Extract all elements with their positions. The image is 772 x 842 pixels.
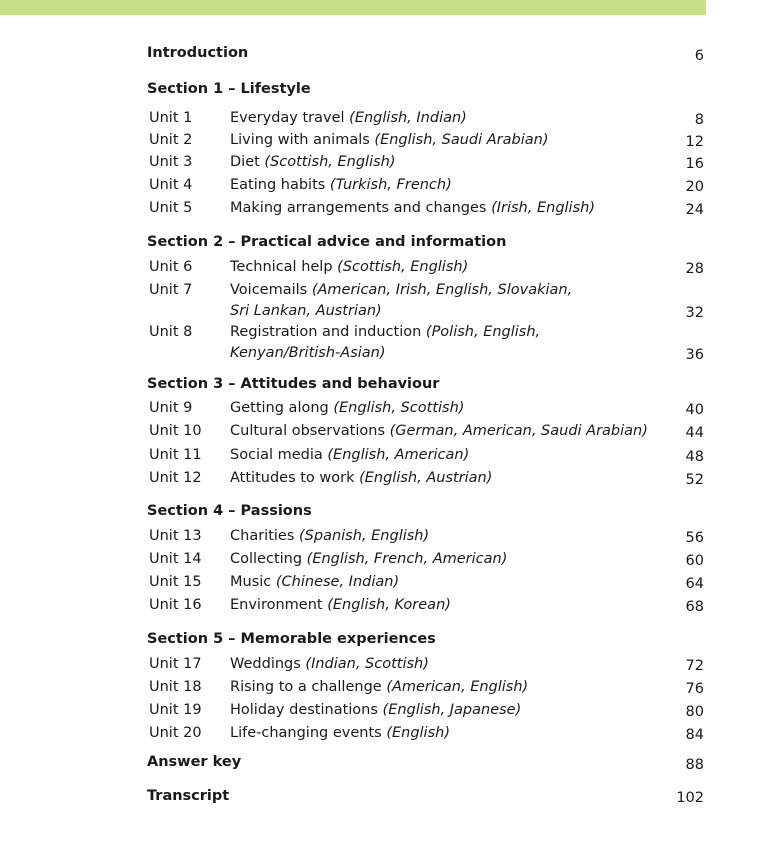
unit-number: Unit 15 [149,574,202,590]
unit-page: 72 [685,658,704,674]
unit-page: 60 [685,553,704,569]
unit-accents: (English, Scottish) [333,400,465,416]
unit-title: Registration and induction [230,324,422,340]
unit-title: Living with animals [230,132,370,148]
unit-accents: (English, Saudi Arabian) [374,132,549,148]
unit-number: Unit 7 [149,282,193,298]
unit-title: Eating habits [230,177,326,193]
unit-title: Environment [230,597,323,613]
unit-page: 8 [694,112,704,128]
section-title: Section 4 – Passions [147,503,312,519]
unit-title: Music [230,574,272,590]
section-title: Section 1 – Lifestyle [147,81,311,97]
unit-accents: (German, American, Saudi Arabian) [389,423,648,439]
unit-number: Unit 4 [149,177,193,193]
unit-title: Weddings [230,656,301,672]
unit-title: Holiday destinations [230,702,378,718]
unit-accents: (English, Indian) [349,110,467,126]
unit-accents: (Polish, English, [425,324,541,340]
unit-page: 76 [685,681,704,697]
unit-number: Unit 13 [149,528,202,544]
unit-title: Attitudes to work [230,470,355,486]
unit-number: Unit 9 [149,400,193,416]
unit-title: Collecting [230,551,303,567]
unit-accents: (English) [386,725,450,741]
unit-page: 20 [685,179,704,195]
unit-number: Unit 5 [149,200,193,216]
entry-page: 88 [685,757,704,773]
unit-accents: (Scottish, English) [337,259,469,275]
unit-number: Unit 8 [149,324,193,340]
unit-title: Life-changing events [230,725,382,741]
unit-number: Unit 20 [149,725,202,741]
unit-number: Unit 17 [149,656,202,672]
unit-title: Technical help [230,259,333,275]
unit-page: 32 [685,305,704,321]
unit-title: Charities [230,528,295,544]
entry-label: Transcript [147,788,230,804]
unit-accents: (Spanish, English) [299,528,430,544]
unit-number: Unit 10 [149,423,202,439]
entry-page: 6 [694,48,704,64]
unit-number: Unit 1 [149,110,193,126]
unit-accents: (Chinese, Indian) [275,574,400,590]
unit-title: Social media [230,447,323,463]
unit-page: 12 [685,134,704,150]
unit-accents: (Turkish, French) [329,177,452,193]
unit-page: 84 [685,727,704,743]
unit-accents: (Irish, English) [491,200,595,216]
unit-number: Unit 14 [149,551,202,567]
unit-number: Unit 19 [149,702,202,718]
unit-title: Getting along [230,400,329,416]
section-title: Section 2 – Practical advice and information [147,234,507,250]
unit-accents: (English, French, American) [306,551,508,567]
unit-number: Unit 18 [149,679,202,695]
unit-accents-continued: Kenyan/British-Asian) [230,345,386,361]
unit-page: 44 [685,425,704,441]
unit-accents: (English, Austrian) [359,470,493,486]
section-title: Section 3 – Attitudes and behaviour [147,376,440,392]
unit-page: 68 [685,599,704,615]
unit-page: 28 [685,261,704,277]
unit-page: 40 [685,402,704,418]
unit-number: Unit 16 [149,597,202,613]
section-title: Section 5 – Memorable experiences [147,631,436,647]
unit-number: Unit 6 [149,259,193,275]
unit-page: 48 [685,449,704,465]
unit-accents: (English, American) [327,447,470,463]
unit-page: 24 [685,202,704,218]
entry-label: Introduction [147,45,249,61]
unit-title: Making arrangements and changes [230,200,487,216]
unit-title: Rising to a challenge [230,679,382,695]
unit-title: Cultural observations [230,423,386,439]
unit-page: 52 [685,472,704,488]
unit-accents: (Scottish, English) [264,154,396,170]
unit-number: Unit 3 [149,154,193,170]
unit-page: 56 [685,530,704,546]
unit-page: 64 [685,576,704,592]
unit-page: 16 [685,156,704,172]
unit-number: Unit 11 [149,447,202,463]
unit-number: Unit 12 [149,470,202,486]
entry-page: 102 [676,790,704,806]
unit-accents: (English, Korean) [327,597,451,613]
unit-title: Everyday travel [230,110,345,126]
unit-title: Voicemails [230,282,308,298]
unit-title: Diet [230,154,260,170]
unit-accents: (Indian, Scottish) [305,656,429,672]
entry-label: Answer key [147,754,242,770]
unit-accents-continued: Sri Lankan, Austrian) [230,303,382,319]
unit-accents: (American, English) [386,679,529,695]
unit-page: 36 [685,347,704,363]
unit-number: Unit 2 [149,132,193,148]
unit-accents: (American, Irish, English, Slovakian, [311,282,573,298]
unit-accents: (English, Japanese) [382,702,522,718]
unit-page: 80 [685,704,704,720]
